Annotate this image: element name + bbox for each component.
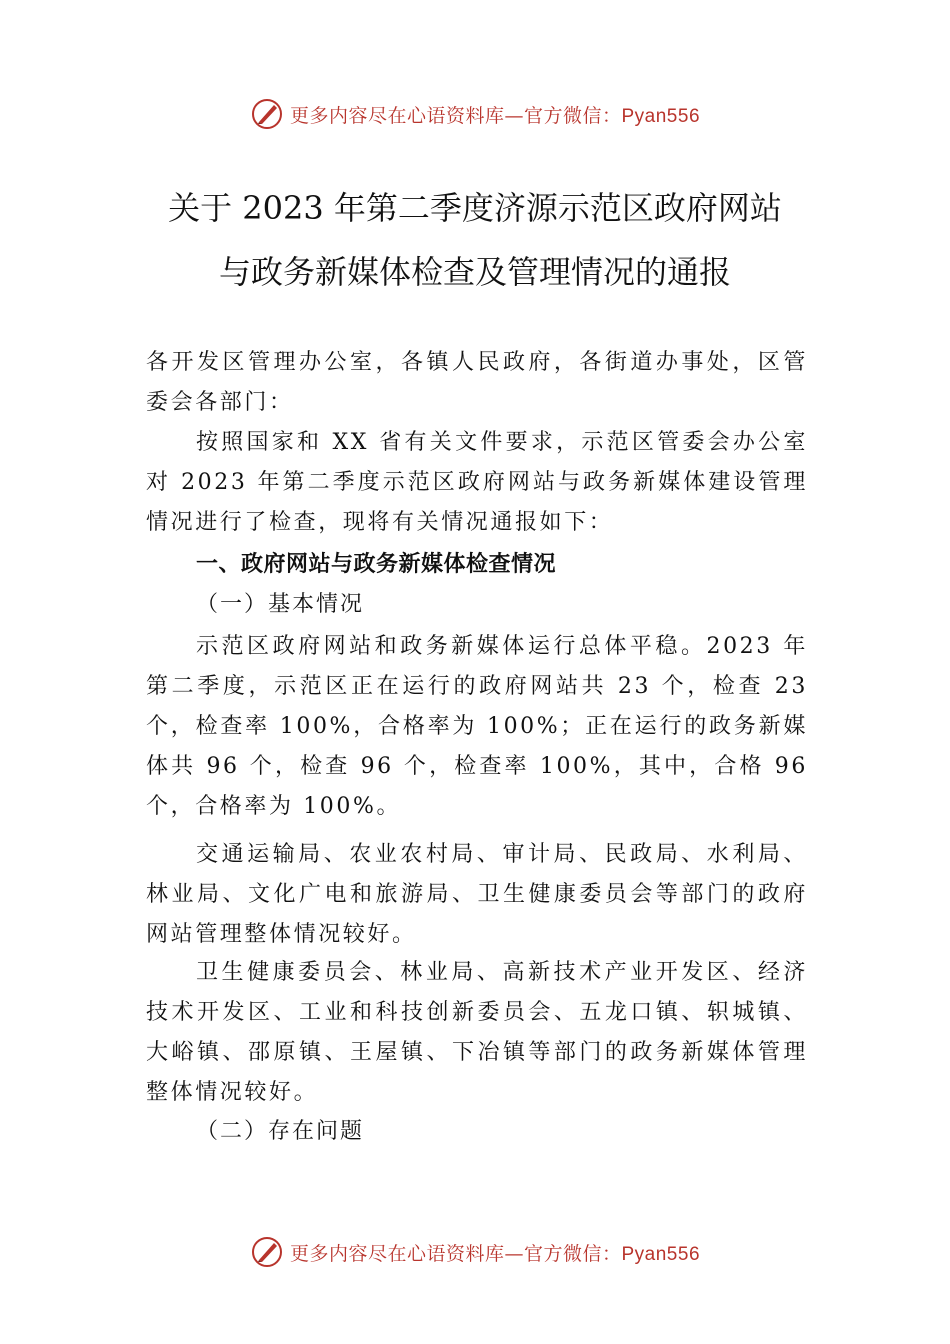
paragraph-websites-good: 交通运输局、农业农村局、审计局、民政局、水利局、林业局、文化广电和旅游局、卫生健康委员会等部门的政府网站管理整体情况较好。 bbox=[146, 842, 808, 947]
intro-paragraph: 按照国家和 XX 省有关文件要求，示范区管委会办公室对 2023 年第二季度示范区政府网站与政务新媒体建设管理情况进行了检查，现将有关情况通报如下： bbox=[146, 430, 808, 535]
banner-text: 更多内容尽在心语资料库—官方微信：Pyan556 bbox=[289, 1242, 701, 1265]
quill-pen-icon bbox=[250, 97, 284, 131]
banner-text: 更多内容尽在心语资料库—官方微信：Pyan556 bbox=[289, 104, 701, 127]
footer-banner bbox=[0, 1232, 950, 1272]
wechat-id: Pyan556 bbox=[621, 105, 701, 127]
paragraph-new-media-good: 卫生健康委员会、林业局、高新技术产业开发区、经济技术开发区、工业和科技创新委员会、五龙口镇、轵城镇、 大峪镇、邵原镇、王屋镇、下冶镇等部门的政务新媒体管理整体情况较好。 bbox=[146, 960, 808, 1105]
paragraph-basic-situation: 示范区政府网站和政务新媒体运行总体平稳。2023 年第二季度，示范区正在运行的政府网站共 23 个，检查 23 个，检查率 100%，合格率为 100%；正在运行的政务新媒体共 96 个，检查 96 个，检查率 100%，其中，合格 96 个，合格率为 100%。 bbox=[146, 634, 808, 819]
subsection-heading-2: （二）存在问题 bbox=[196, 1119, 365, 1144]
document-title-line-1: 关于 2023 年第二季度济源示范区政府网站 bbox=[168, 189, 782, 227]
quill-pen-icon bbox=[250, 1235, 284, 1269]
wechat-id: Pyan556 bbox=[621, 1243, 701, 1265]
header-banner bbox=[0, 94, 950, 134]
section-heading-1: 一、政府网站与政务新媒体检查情况 bbox=[196, 552, 557, 577]
subsection-heading-1: （一）基本情况 bbox=[196, 592, 365, 617]
document-title-line-2: 与政务新媒体检查及管理情况的通报 bbox=[218, 253, 731, 291]
salutation: 各开发区管理办公室，各镇人民政府，各街道办事处，区管委会各部门： bbox=[146, 350, 808, 415]
